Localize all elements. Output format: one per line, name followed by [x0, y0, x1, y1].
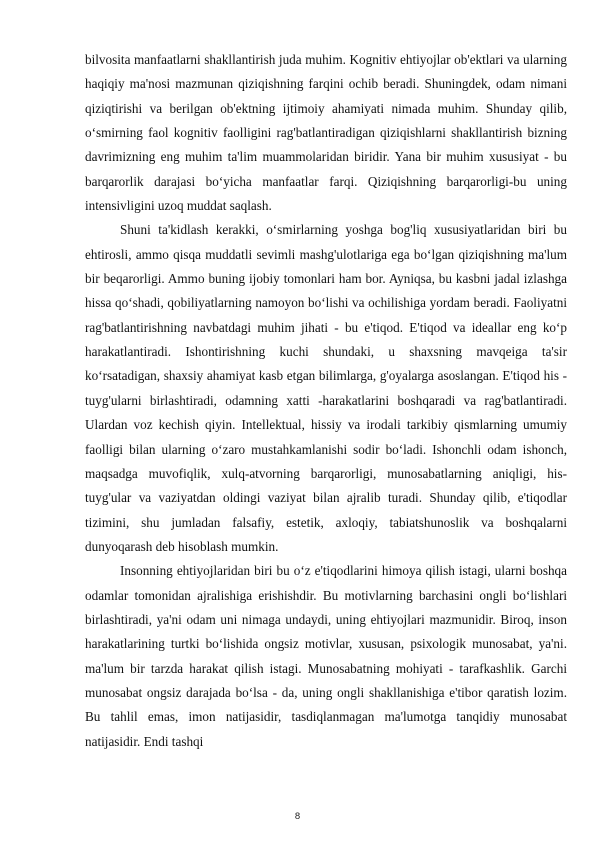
paragraph-1: bilvosita manfaatlarni shakllantirish juda muhim. Kognitiv ehtiyojlar ob'ektlari va ularning haqiqiy ma'nosi mazmunan qiziqishning farqini ochib beradi. Shuningdek, odam nimani qiziqtirishi va berilgan ob'ektning ijtimoiy ahamiyati nimada muhim. Shunday qilib, o‘smirning faol kognitiv faolligini rag'batlantiradigan qiziqishlarni shakllantirish bizning davrimizning eng muhim ta'lim muammolaridan biridir. Yana bir muhim xususiyat - bu barqarorlik darajasi bo‘yicha manfaatlar farqi. Qiziqishning barqarorligi-bu uning intensivligini uzoq muddat saqlash. — [85, 52, 567, 214]
paragraph-3: Insonning ehtiyojlaridan biri bu o‘z e'tiqodlarini himoya qilish istagi, ularni boshqa odamlar tomonidan ajralishiga erishishdir. Bu motivlarning barchasini ongli bo‘lishlari birlashtiradi, ya'ni odam uni nimaga undaydi, uning ehtiyojlari mazmunidir. Biroq, inson harakatlarining turtki bo‘lishida ongsiz motivlar, xususan, psixologik munosabat, ya'ni. ma'lum bir tarzda harakat qilish istagi. Munosabatning mohiyati - tarafkashlik. Garchi munosabat ongsiz darajada bo‘lsa - da, uning ongli shakllanishiga e'tibor qaratish lozim. Bu tahlil emas, imon natijasidir, tasdiqlanmagan ma'lumotga tanqidiy munosabat natijasidir. Endi tashqi — [85, 563, 567, 749]
document-body — [85, 48, 567, 754]
paragraph-2: Shuni ta'kidlash kerakki, o‘smirlarning yoshga bog'liq xususiyatlaridan biri bu ehtirosli, ammo qisqa muddatli sevimli mashg'ulotlariga ega bo‘lgan qiziqishning ma'lum bir beqarorligi. Ammo buning ijobiy tomonlari ham bor. Ayniqsa, bu kasbni jadal izlashga hissa qo‘shadi, qobiliyatlarning namoyon bo‘lishi va ochilishiga yordam beradi. Faoliyatni rag'batlantirishning navbatdagi muhim jihati - bu e'tiqod. E'tiqod va ideallar eng ko‘p harakatlantiradi. Ishontirishning kuchi shundaki, u shaxsning mavqeiga ta'sir ko‘rsatadigan, shaxsiy ahamiyat kasb etgan bilimlarga, g'oyalarga asoslangan. E'tiqod his -tuyg'ularni birlashtiradi, odamning xatti -harakatlarini boshqaradi va rag'batlantiradi. Ulardan voz kechish qiyin. Intellektual, hissiy va irodali tarkibiy qismlarning umumiy faolligi bilan ularning o‘zaro mustahkamlanishi sodir bo‘ladi. Ishonchli odam ishonch, maqsadga muvofiqlik, xulq-atvorning barqarorligi, munosabatlarning aniqligi, his-tuyg'ular va vaziyatdan oldingi vaziyat bilan ajralib turadi. Shunday qilib, e'tiqodlar tizimini, shu jumladan falsafiy, estetik, axloqiy, tabiatshunoslik va boshqalarni dunyoqarash deb hisoblash mumkin. — [85, 222, 567, 554]
page-number: 8 — [294, 811, 301, 822]
